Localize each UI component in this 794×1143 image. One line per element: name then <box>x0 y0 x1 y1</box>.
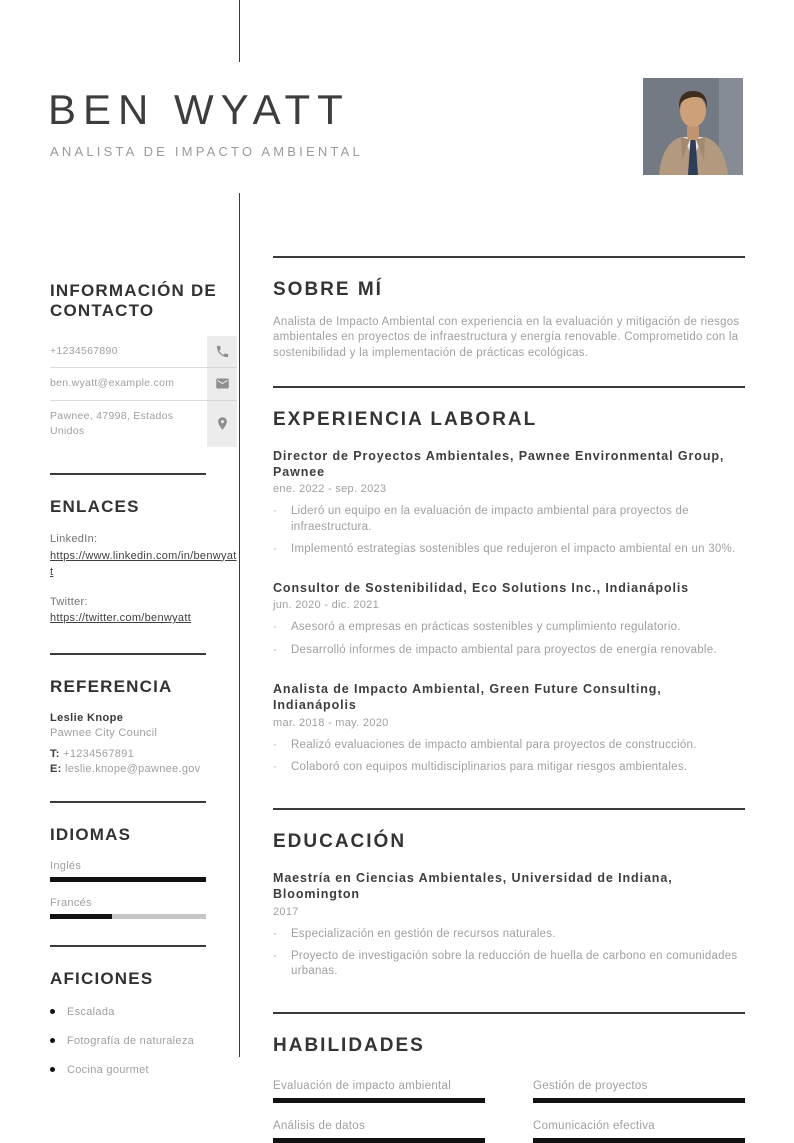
skills-grid <box>273 1080 745 1143</box>
contact-row-phone <box>50 336 237 368</box>
links-heading: ENLACES <box>50 496 140 516</box>
link-label: Twitter: <box>50 595 88 608</box>
address-value: Pawnee, 47998, Estados Unidos <box>50 409 174 437</box>
bullet-dot: · <box>273 621 278 634</box>
reference-email-value: leslie.knope@pawnee.gov <box>64 762 201 775</box>
language-name: Inglés <box>50 859 82 872</box>
languages-heading: IDIOMAS <box>50 824 132 844</box>
language-level-bar <box>50 914 206 919</box>
section-divider <box>273 256 745 258</box>
job-bullet: · Lideró un equipo en la evaluación de impacto ambiental para proyectos de infraestructura. <box>273 504 745 535</box>
location-icon <box>207 401 237 447</box>
link-item-linkedin <box>50 531 237 581</box>
main-column <box>273 256 745 1143</box>
hobby-item <box>50 1006 237 1018</box>
contact-row-email <box>50 368 237 400</box>
job-title: Director de Proyectos Ambientales, Pawnee Environmental Group, Pawnee <box>273 448 725 480</box>
job-bullet-list <box>273 738 745 776</box>
language-item <box>50 860 237 882</box>
skill-level-fill <box>273 1138 485 1143</box>
section-divider <box>50 653 206 655</box>
languages-section <box>50 825 237 919</box>
section-divider <box>50 945 206 947</box>
education-entry <box>273 870 745 979</box>
job-bullet: · Asesoró a empresas en prácticas sostenibles y cumplimiento regulatorio. <box>273 620 745 635</box>
hobbies-section <box>50 969 237 1076</box>
experience-entry <box>273 448 745 557</box>
skill-level-bar <box>273 1098 485 1103</box>
linkedin-link[interactable]: https://www.linkedin.com/in/benwyatt <box>50 549 237 579</box>
link-label: LinkedIn: <box>50 533 98 546</box>
bullet-dot <box>50 1038 55 1043</box>
skills-heading: HABILIDADES <box>273 1035 425 1057</box>
hobby-label: Cocina gourmet <box>67 1063 149 1076</box>
language-name: Francés <box>50 896 92 909</box>
job-title-subtitle: ANALISTA DE IMPACTO AMBIENTAL <box>50 144 363 159</box>
bullet-dot: · <box>273 542 278 555</box>
job-dates: jun. 2020 - dic. 2021 <box>273 599 379 612</box>
experience-entry <box>273 580 745 658</box>
experience-entry <box>273 681 745 775</box>
reference-section <box>50 677 237 775</box>
skill-item <box>533 1120 745 1143</box>
bullet-dot: · <box>273 760 278 773</box>
links-section <box>50 497 237 627</box>
job-dates: mar. 2018 - may. 2020 <box>273 716 389 729</box>
mail-icon <box>207 368 237 400</box>
contact-row-address <box>50 401 237 447</box>
hobby-label: Fotografía de naturaleza <box>67 1034 195 1047</box>
phone-value: +1234567890 <box>50 336 207 368</box>
bullet-dot <box>50 1067 55 1072</box>
section-divider <box>273 386 745 388</box>
contact-heading: INFORMACIÓN DE CONTACTO <box>50 281 217 321</box>
skill-level-bar <box>533 1138 745 1143</box>
vertical-divider-body <box>239 193 240 1057</box>
job-bullet: · Desarrolló informes de impacto ambiental para proyectos de energía renovable. <box>273 643 745 658</box>
reference-heading: REFERENCIA <box>50 676 173 696</box>
language-item <box>50 897 237 919</box>
education-bullet: · Proyecto de investigación sobre la reducción de huella de carbono en comunidades urbanas. <box>273 949 745 980</box>
reference-email-label: E: <box>50 762 62 775</box>
reference-phone-label: T: <box>50 747 60 760</box>
job-dates: ene. 2022 - sep. 2023 <box>273 483 387 496</box>
job-bullet-list <box>273 504 745 557</box>
skill-level-fill <box>533 1138 745 1143</box>
bullet-dot: · <box>273 927 278 940</box>
job-title: Consultor de Sostenibilidad, Eco Solutions Inc., Indianápolis <box>273 581 690 596</box>
hobby-item <box>50 1035 237 1047</box>
email-value: ben.wyatt@example.com <box>50 368 207 400</box>
sidebar <box>50 281 237 1076</box>
language-level-fill <box>50 914 112 919</box>
hobby-label: Escalada <box>67 1005 115 1018</box>
phone-icon <box>207 336 237 368</box>
section-divider <box>273 808 745 810</box>
language-level-bar <box>50 877 206 882</box>
hobbies-heading: AFICIONES <box>50 968 154 988</box>
about-text: Analista de Impacto Ambiental con experiencia en la evaluación y mitigación de riesgos ambientales en proyectos de infraestructura y energía renovable. Comprometido con la sostenibilidad y la implementación de prácticas ecológicas. <box>273 316 740 359</box>
bullet-dot: · <box>273 738 278 751</box>
skill-level-fill <box>533 1098 745 1103</box>
education-bullet: · Especialización en gestión de recursos naturales. <box>273 927 745 942</box>
reference-organization: Pawnee City Council <box>50 726 158 739</box>
reference-phone-value: +1234567891 <box>63 747 135 760</box>
link-item-twitter <box>50 594 237 627</box>
degree-year: 2017 <box>273 905 299 918</box>
reference-email <box>50 763 237 775</box>
bullet-dot: · <box>273 643 278 656</box>
skill-item <box>533 1080 745 1103</box>
education-heading: EDUCACIÓN <box>273 831 407 853</box>
skill-name: Análisis de datos <box>273 1120 366 1133</box>
skill-name: Evaluación de impacto ambiental <box>273 1080 452 1093</box>
profile-photo-illustration <box>643 78 743 175</box>
job-bullet: · Implementó estrategias sostenibles que redujeron el impacto ambiental en un 30%. <box>273 542 745 557</box>
job-bullet: · Colaboró con equipos multidisciplinarios para mitigar riesgos ambientales. <box>273 760 745 775</box>
bullet-dot: · <box>273 949 278 962</box>
about-heading: SOBRE MÍ <box>273 279 383 300</box>
job-bullet: · Realizó evaluaciones de impacto ambiental para proyectos de construcción. <box>273 738 745 753</box>
education-bullet-list <box>273 927 745 980</box>
skill-level-bar <box>273 1138 485 1143</box>
hobby-item <box>50 1064 237 1076</box>
job-bullet-list <box>273 620 745 658</box>
skill-name: Comunicación efectiva <box>533 1120 655 1133</box>
person-name: BEN WYATT <box>48 86 350 133</box>
bullet-dot <box>50 1009 55 1014</box>
vertical-divider-top <box>239 0 240 62</box>
skill-item <box>273 1120 485 1143</box>
reference-phone <box>50 748 237 760</box>
skill-level-fill <box>273 1098 485 1103</box>
job-title: Analista de Impacto Ambiental, Green Future Consulting, Indianápolis <box>273 682 662 713</box>
skill-item <box>273 1080 485 1103</box>
contact-block <box>50 336 237 447</box>
twitter-link[interactable]: https://twitter.com/benwyatt <box>50 612 192 625</box>
experience-heading: EXPERIENCIA LABORAL <box>273 408 538 430</box>
section-divider <box>273 1012 745 1014</box>
language-level-fill <box>50 877 206 882</box>
skill-level-bar <box>533 1098 745 1103</box>
profile-photo <box>643 78 743 175</box>
bullet-dot: · <box>273 505 278 518</box>
section-divider <box>50 801 206 803</box>
reference-name: Leslie Knope <box>50 711 124 724</box>
section-divider <box>50 473 206 475</box>
skill-name: Gestión de proyectos <box>533 1080 648 1093</box>
degree-title: Maestría en Ciencias Ambientales, Universidad de Indiana, Bloomington <box>273 871 673 902</box>
